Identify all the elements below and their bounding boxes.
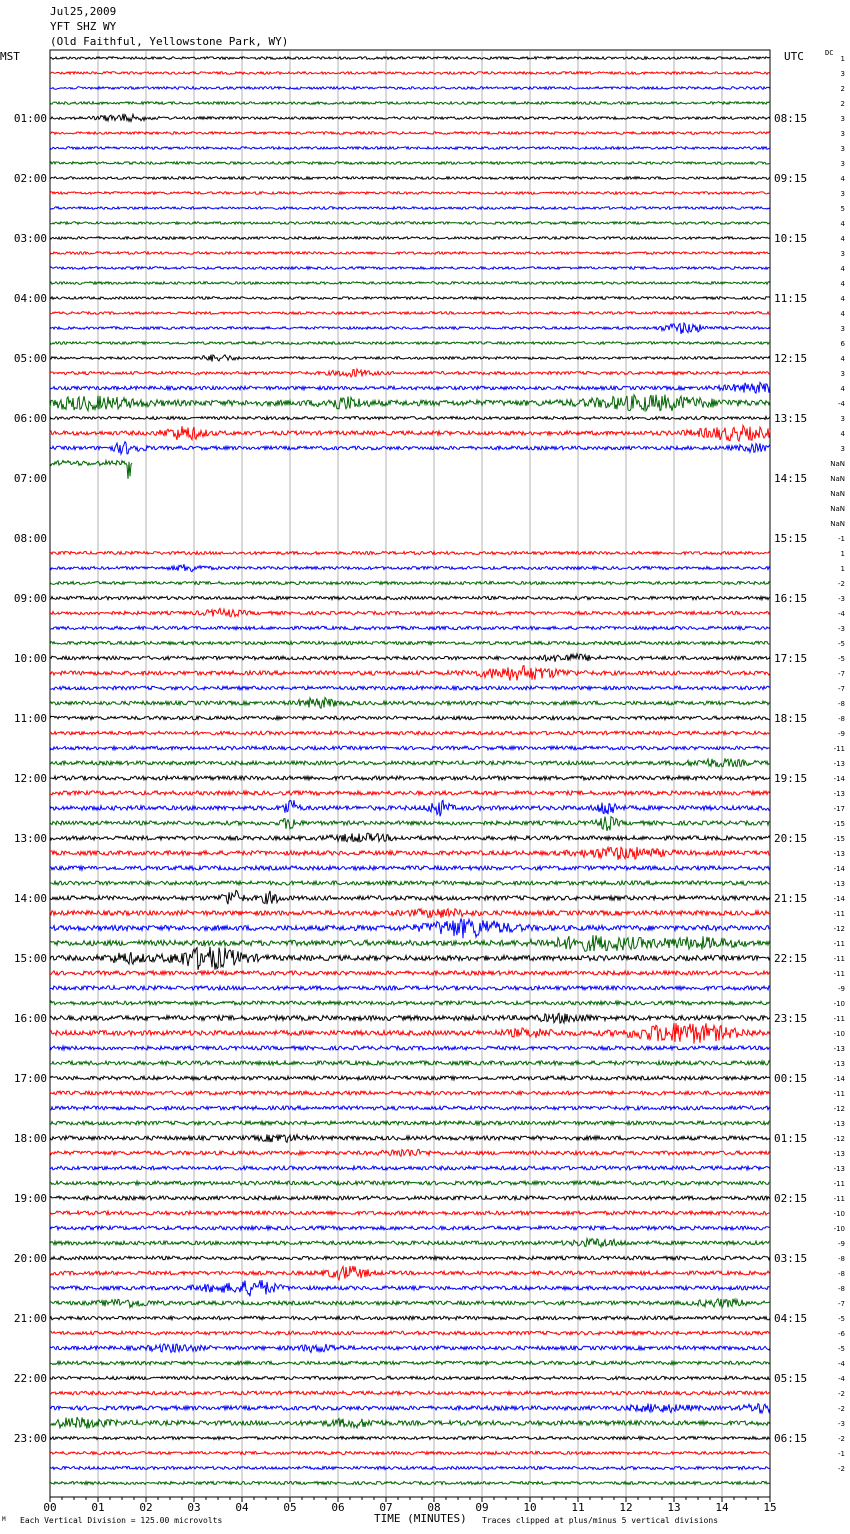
- mst-hour-label: 19:00: [13, 1192, 47, 1205]
- mst-hour-label: 01:00: [13, 112, 47, 125]
- utc-hour-label: 08:15: [774, 112, 808, 125]
- trace-line: [50, 909, 770, 918]
- dc-offset-label: -13: [833, 790, 845, 798]
- dc-offset-label: -8: [838, 1255, 845, 1263]
- dc-offset-label: -11: [833, 970, 845, 978]
- trace-line: [50, 177, 770, 180]
- dc-offset-label: -2: [838, 1465, 845, 1473]
- dc-offset-label: -3: [838, 595, 845, 603]
- dc-offset-label: -11: [833, 1015, 845, 1023]
- trace-line: [50, 716, 770, 720]
- utc-hour-label: 02:15: [774, 1192, 808, 1205]
- dc-offset-label: 3: [840, 130, 845, 138]
- trace-line: [50, 596, 770, 599]
- trace-line: [50, 355, 770, 362]
- trace-line: [50, 1451, 770, 1454]
- trace-line: [50, 1417, 770, 1429]
- dc-offset-label: -4: [838, 400, 845, 408]
- utc-hour-label: 05:15: [774, 1372, 808, 1385]
- dc-offset-label: -17: [833, 805, 845, 813]
- dc-offset-label: 3: [840, 190, 845, 198]
- trace-line: [50, 1226, 770, 1230]
- x-tick-label: 07: [379, 1501, 393, 1514]
- trace-line: [50, 947, 770, 970]
- dc-offset-label: -12: [833, 1105, 845, 1113]
- trace-line: [50, 1076, 770, 1080]
- trace-line: [50, 1361, 770, 1365]
- trace-line: [50, 114, 770, 122]
- dc-offset-label: 3: [840, 415, 845, 423]
- trace-line: [50, 207, 770, 210]
- x-tick-label: 14: [715, 1501, 729, 1514]
- dc-offset-label: 3: [840, 325, 845, 333]
- utc-hour-labels: [774, 112, 807, 1445]
- x-tick-label: 04: [235, 1501, 249, 1514]
- dc-offset-label: -14: [833, 775, 845, 783]
- x-tick-label: 09: [475, 1501, 489, 1514]
- dc-offset-label: -4: [838, 1360, 845, 1368]
- mst-hour-label: 06:00: [13, 412, 47, 425]
- trace-line: [50, 1134, 770, 1142]
- dc-offset-label: -13: [833, 1150, 845, 1158]
- mst-hour-label: 02:00: [13, 172, 47, 185]
- dc-offset-label: -14: [833, 1075, 845, 1083]
- dc-offset-label: -11: [833, 910, 845, 918]
- trace-line: [50, 323, 770, 334]
- trace-line: [50, 817, 770, 831]
- x-tick-label: 01: [91, 1501, 105, 1514]
- utc-hour-label: 11:15: [774, 292, 808, 305]
- trace-line: [50, 758, 770, 767]
- trace-line: [50, 581, 770, 584]
- x-tick-label: 13: [667, 1501, 681, 1514]
- chart-station: YFT SHZ WY: [50, 20, 117, 33]
- dc-offset-label: 3: [840, 160, 845, 168]
- trace-line: [50, 102, 770, 105]
- trace-line: [50, 1436, 770, 1439]
- dc-offset-label: -8: [838, 700, 845, 708]
- trace-line: [50, 608, 770, 616]
- plot-frame: [50, 50, 770, 1497]
- dc-offset-label: NaN: [830, 505, 845, 513]
- mst-hour-label: 21:00: [13, 1312, 47, 1325]
- x-tick-label: 00: [43, 1501, 57, 1514]
- x-tick-label: 15: [763, 1501, 777, 1514]
- trace-line: [50, 654, 770, 662]
- trace-line: [50, 162, 770, 165]
- trace-line: [50, 746, 770, 750]
- clip-note: Traces clipped at plus/minus 5 vertical divisions: [482, 1516, 719, 1525]
- utc-hour-label: 09:15: [774, 172, 808, 185]
- utc-hour-label: 10:15: [774, 232, 808, 245]
- trace-line: [50, 369, 770, 377]
- utc-hour-label: 04:15: [774, 1312, 808, 1325]
- dc-offset-label: 3: [840, 70, 845, 78]
- trace-line: [50, 267, 770, 270]
- trace-line: [50, 395, 770, 411]
- dc-offset-label: -10: [833, 1225, 845, 1233]
- x-tick-label: 12: [619, 1501, 633, 1514]
- utc-hour-label: 19:15: [774, 772, 808, 785]
- utc-hour-label: 22:15: [774, 952, 808, 965]
- x-tick-label: 11: [571, 1501, 585, 1514]
- utc-hour-label: 15:15: [774, 532, 808, 545]
- dc-offset-label: 1: [840, 55, 845, 63]
- trace-line: [50, 986, 770, 990]
- dc-offset-label: -13: [833, 760, 845, 768]
- dc-offset-label: -11: [833, 1180, 845, 1188]
- mst-hour-label: 12:00: [13, 772, 47, 785]
- dc-offset-label: -13: [833, 1045, 845, 1053]
- utc-hour-label: 03:15: [774, 1252, 808, 1265]
- mst-hour-label: 03:00: [13, 232, 47, 245]
- dc-offset-label: -11: [833, 1090, 845, 1098]
- trace-line: [50, 132, 770, 135]
- dc-offset-label: 4: [840, 175, 845, 183]
- trace-line: [50, 641, 770, 644]
- dc-offset-label: -3: [838, 1420, 845, 1428]
- dc-offset-label: -14: [833, 865, 845, 873]
- dc-offset-label: -15: [833, 835, 845, 843]
- trace-line: [50, 833, 770, 842]
- mst-hour-label: 04:00: [13, 292, 47, 305]
- trace-line: [50, 698, 770, 709]
- dc-offset-label: 3: [840, 370, 845, 378]
- trace-line: [50, 147, 770, 150]
- dc-offset-label: -13: [833, 880, 845, 888]
- corner-mark: M: [2, 1516, 6, 1523]
- mst-hour-label: 05:00: [13, 352, 47, 365]
- dc-offset-label: -13: [833, 850, 845, 858]
- dc-offset-label: -7: [838, 670, 845, 678]
- utc-hour-label: 12:15: [774, 352, 808, 365]
- trace-line: [50, 866, 770, 870]
- dc-offset-label: 1: [840, 565, 845, 573]
- dc-offset-label: 3: [840, 445, 845, 453]
- dc-offset-label: 4: [840, 220, 845, 228]
- dc-offset-label: -1: [838, 535, 845, 543]
- dc-offset-label: -12: [833, 1135, 845, 1143]
- trace-line: [50, 461, 132, 479]
- dc-offset-label: 4: [840, 280, 845, 288]
- dc-offset-label: -13: [833, 1120, 845, 1128]
- trace-line: [50, 626, 770, 629]
- utc-hour-label: 14:15: [774, 472, 808, 485]
- x-tick-label: 05: [283, 1501, 297, 1514]
- dc-offset-label: -2: [838, 580, 845, 588]
- dc-offset-label: -3: [838, 625, 845, 633]
- trace-line: [50, 1091, 770, 1095]
- dc-offset-label: -7: [838, 1300, 845, 1308]
- trace-line: [50, 222, 770, 225]
- trace-line: [50, 1046, 770, 1050]
- trace-line: [50, 1299, 770, 1308]
- dc-offset-label: 6: [840, 340, 845, 348]
- mst-hour-label: 10:00: [13, 652, 47, 665]
- trace-line: [50, 1149, 770, 1156]
- mst-hour-label: 18:00: [13, 1132, 47, 1145]
- utc-hour-label: 00:15: [774, 1072, 808, 1085]
- trace-line: [50, 1061, 770, 1065]
- trace-line: [50, 382, 770, 393]
- dc-offset-label: -2: [838, 1405, 845, 1413]
- trace-line: [50, 1023, 770, 1044]
- dc-offset-label: -11: [833, 745, 845, 753]
- trace-line: [50, 731, 770, 735]
- mst-hour-label: 20:00: [13, 1252, 47, 1265]
- trace-line: [50, 297, 770, 300]
- right-axis-label: UTC: [784, 50, 804, 63]
- dc-offset-label: 4: [840, 295, 845, 303]
- x-tick-label: 06: [331, 1501, 345, 1514]
- dc-offset-label: -11: [833, 940, 845, 948]
- dc-offset-label: -14: [833, 895, 845, 903]
- mst-hour-label: 22:00: [13, 1372, 47, 1385]
- dc-offset-label: 4: [840, 430, 845, 438]
- mst-hour-label: 13:00: [13, 832, 47, 845]
- trace-line: [50, 342, 770, 345]
- trace-line: [50, 800, 770, 816]
- utc-hour-label: 16:15: [774, 592, 808, 605]
- mst-hour-label: 11:00: [13, 712, 47, 725]
- x-tick-label: 03: [187, 1501, 201, 1514]
- trace-line: [50, 551, 770, 554]
- trace-line: [50, 776, 770, 780]
- dc-offset-label: -15: [833, 820, 845, 828]
- trace-line: [50, 192, 770, 195]
- mst-hour-label: 23:00: [13, 1432, 47, 1445]
- dc-offset-label: 5: [840, 205, 845, 213]
- trace-line: [50, 1280, 770, 1296]
- trace-line: [50, 1316, 770, 1320]
- mst-hour-label: 16:00: [13, 1012, 47, 1025]
- dc-offset-label: 1: [840, 550, 845, 558]
- minute-gridlines: [50, 50, 770, 1497]
- mst-hour-labels: [14, 112, 47, 1445]
- trace-line: [50, 847, 770, 860]
- dc-offset-label: -10: [833, 1030, 845, 1038]
- seismic-traces: [50, 57, 770, 1485]
- trace-line: [50, 282, 770, 285]
- trace-line: [50, 1331, 770, 1335]
- x-tick-label: 08: [427, 1501, 441, 1514]
- dc-offset-label: 4: [840, 310, 845, 318]
- trace-line: [50, 416, 770, 419]
- trace-line: [50, 1376, 770, 1379]
- utc-hour-label: 17:15: [774, 652, 808, 665]
- x-axis-label: TIME (MINUTES): [374, 1512, 467, 1525]
- trace-line: [50, 1211, 770, 1215]
- trace-line: [50, 1404, 770, 1414]
- trace-line: [50, 1266, 770, 1280]
- dc-offset-label: -9: [838, 1240, 845, 1248]
- dc-offset-label: -6: [838, 1330, 845, 1338]
- utc-hour-label: 20:15: [774, 832, 808, 845]
- dc-offset-labels: [830, 55, 845, 1473]
- trace-line: [50, 237, 770, 240]
- dc-offset-label: 4: [840, 385, 845, 393]
- trace-line: [50, 1481, 770, 1484]
- dc-offset-label: -13: [833, 1165, 845, 1173]
- dc-offset-label: -13: [833, 1060, 845, 1068]
- trace-line: [50, 1256, 770, 1260]
- trace-line: [50, 935, 770, 951]
- trace-line: [50, 72, 770, 75]
- dc-offset-label: -9: [838, 985, 845, 993]
- dc-offset-label: -2: [838, 1435, 845, 1443]
- dc-offset-label: -12: [833, 925, 845, 933]
- x-tick-label: 02: [139, 1501, 153, 1514]
- trace-line: [50, 442, 770, 454]
- scale-note: Each Vertical Division = 125.00 microvolts: [20, 1516, 223, 1525]
- dc-offset-label: 4: [840, 355, 845, 363]
- trace-line: [50, 564, 770, 572]
- utc-hour-label: 06:15: [774, 1432, 808, 1445]
- trace-line: [50, 1466, 770, 1469]
- trace-line: [50, 1001, 770, 1005]
- dc-offset-label: -9: [838, 730, 845, 738]
- dc-offset-label: 3: [840, 145, 845, 153]
- mst-hour-label: 09:00: [13, 592, 47, 605]
- chart-footer: [0, 1512, 850, 1532]
- mst-hour-label: 07:00: [13, 472, 47, 485]
- trace-line: [50, 1391, 770, 1395]
- dc-offset-label: NaN: [830, 490, 845, 498]
- dc-offset-label: -10: [833, 1000, 845, 1008]
- trace-line: [50, 686, 770, 690]
- dc-offset-label: NaN: [830, 520, 845, 528]
- left-axis-label: MST: [0, 50, 20, 63]
- dc-offset-label: -7: [838, 685, 845, 693]
- dc-label: DC: [825, 49, 834, 57]
- x-tick-label: 10: [523, 1501, 537, 1514]
- utc-hour-label: 01:15: [774, 1132, 808, 1145]
- dc-offset-label: 2: [840, 85, 845, 93]
- trace-line: [50, 1344, 770, 1353]
- dc-offset-label: NaN: [830, 460, 845, 468]
- dc-offset-label: 2: [840, 100, 845, 108]
- dc-offset-label: NaN: [830, 475, 845, 483]
- dc-offset-label: -8: [838, 715, 845, 723]
- trace-line: [50, 791, 770, 795]
- trace-line: [50, 87, 770, 90]
- chart-location: (Old Faithful, Yellowstone Park, WY): [50, 35, 289, 48]
- trace-line: [50, 1106, 770, 1110]
- utc-hour-label: 21:15: [774, 892, 808, 905]
- dc-offset-label: 4: [840, 235, 845, 243]
- trace-line: [50, 666, 770, 681]
- dc-offset-label: 3: [840, 115, 845, 123]
- trace-line: [50, 890, 770, 904]
- trace-line: [50, 1181, 770, 1185]
- dc-offset-label: -5: [838, 640, 845, 648]
- trace-line: [50, 1196, 770, 1200]
- trace-line: [50, 1013, 770, 1023]
- dc-offset-label: -5: [838, 1315, 845, 1323]
- dc-offset-label: -11: [833, 955, 845, 963]
- dc-offset-label: -10: [833, 1210, 845, 1218]
- mst-hour-label: 15:00: [13, 952, 47, 965]
- dc-offset-label: -8: [838, 1285, 845, 1293]
- mst-hour-label: 17:00: [13, 1072, 47, 1085]
- dc-offset-label: 4: [840, 265, 845, 273]
- trace-line: [50, 1121, 770, 1125]
- dc-offset-label: -5: [838, 655, 845, 663]
- dc-offset-label: -1: [838, 1450, 845, 1458]
- mst-hour-label: 08:00: [13, 532, 47, 545]
- dc-offset-label: -11: [833, 1195, 845, 1203]
- utc-hour-label: 23:15: [774, 1012, 808, 1025]
- dc-offset-label: -5: [838, 1345, 845, 1353]
- trace-line: [50, 425, 770, 441]
- dc-offset-label: -2: [838, 1390, 845, 1398]
- mst-hour-label: 14:00: [13, 892, 47, 905]
- dc-offset-label: -4: [838, 610, 845, 618]
- trace-line: [50, 881, 770, 885]
- trace-line: [50, 1239, 770, 1247]
- dc-offset-label: 3: [840, 250, 845, 258]
- trace-line: [50, 918, 770, 938]
- dc-offset-label: -8: [838, 1270, 845, 1278]
- trace-line: [50, 57, 770, 60]
- utc-hour-label: 18:15: [774, 712, 808, 725]
- trace-line: [50, 312, 770, 315]
- chart-date: Jul25,2009: [50, 5, 117, 18]
- trace-line: [50, 971, 770, 975]
- trace-line: [50, 252, 770, 255]
- dc-offset-label: -4: [838, 1375, 845, 1383]
- trace-line: [50, 1166, 770, 1170]
- utc-hour-label: 13:15: [774, 412, 808, 425]
